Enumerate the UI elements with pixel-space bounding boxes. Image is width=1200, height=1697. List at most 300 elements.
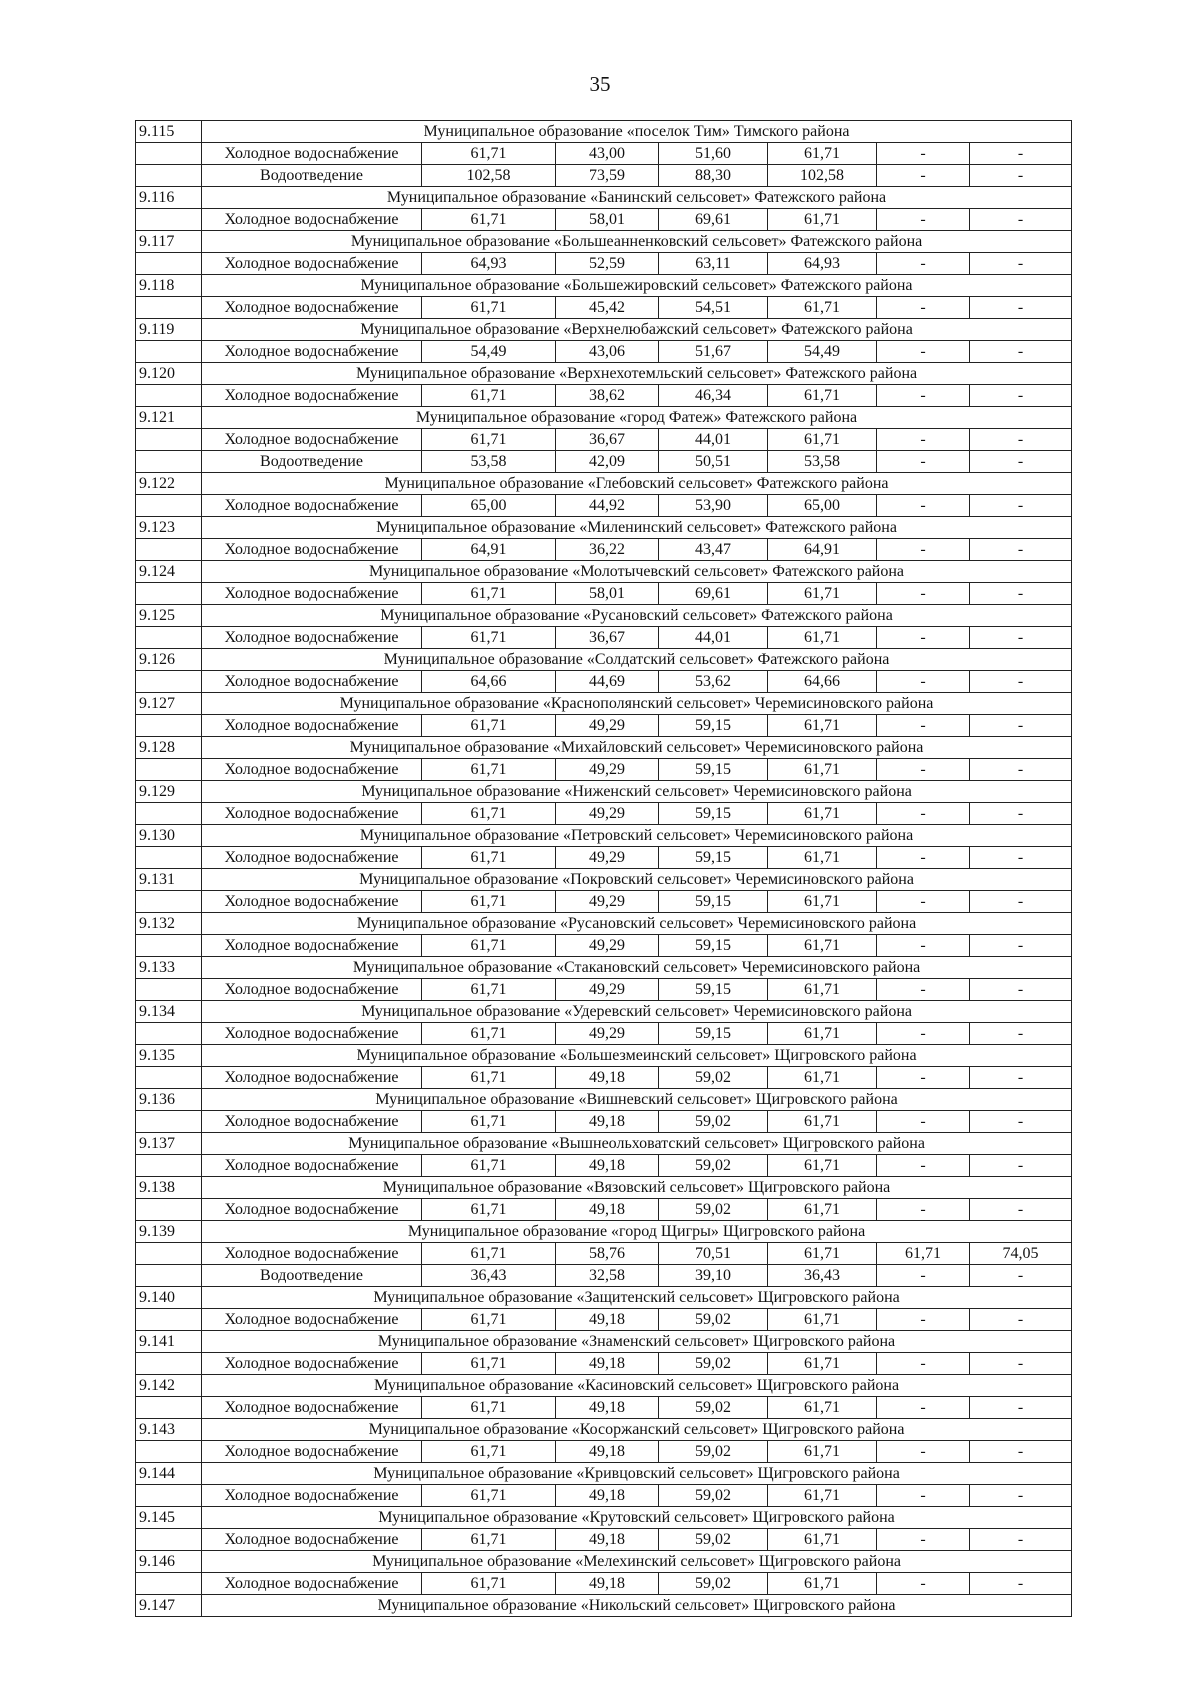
tariff-value: 59,02 <box>659 1485 768 1507</box>
municipality-title: Муниципальное образование «Молотычевский сельсовет» Фатежского района <box>202 561 1072 583</box>
tariff-value: 61,71 <box>422 1353 556 1375</box>
tariff-value: 61,71 <box>422 1023 556 1045</box>
tariff-value: - <box>877 341 970 363</box>
municipality-title: Муниципальное образование «Банинский сельсовет» Фатежского района <box>202 187 1072 209</box>
item-number-empty <box>136 165 202 187</box>
tariff-row <box>136 627 1072 649</box>
tariff-row <box>136 539 1072 561</box>
tariff-row <box>136 759 1072 781</box>
tariff-value: 51,60 <box>659 143 768 165</box>
tariff-value: 69,61 <box>659 583 768 605</box>
municipality-title: Муниципальное образование «Большезмеинский сельсовет» Щигровского района <box>202 1045 1072 1067</box>
tariff-value: 61,71 <box>422 1529 556 1551</box>
tariff-value: 61,71 <box>422 1155 556 1177</box>
municipality-header-row <box>136 649 1072 671</box>
tariff-value: - <box>877 1441 970 1463</box>
tariff-value: 58,76 <box>556 1243 659 1265</box>
item-number: 9.139 <box>136 1221 202 1243</box>
item-number: 9.117 <box>136 231 202 253</box>
tariff-value: 50,51 <box>659 451 768 473</box>
page-number: 35 <box>589 72 611 96</box>
tariff-value: 59,02 <box>659 1353 768 1375</box>
tariff-value: 65,00 <box>768 495 877 517</box>
item-number: 9.116 <box>136 187 202 209</box>
service-name: Холодное водоснабжение <box>202 583 422 605</box>
service-name: Холодное водоснабжение <box>202 297 422 319</box>
tariff-value: 54,51 <box>659 297 768 319</box>
item-number-empty <box>136 253 202 275</box>
municipality-title: Муниципальное образование «Верхнехотемльский сельсовет» Фатежского района <box>202 363 1072 385</box>
service-name: Холодное водоснабжение <box>202 495 422 517</box>
tariff-value: 61,71 <box>422 715 556 737</box>
tariff-value: - <box>877 429 970 451</box>
municipality-title: Муниципальное образование «город Фатеж» Фатежского района <box>202 407 1072 429</box>
tariff-value: 49,18 <box>556 1397 659 1419</box>
item-number-empty <box>136 143 202 165</box>
tariff-value: 61,71 <box>768 935 877 957</box>
tariff-value: 61,71 <box>422 1573 556 1595</box>
tariff-value: 44,01 <box>659 429 768 451</box>
tariff-value: 36,67 <box>556 627 659 649</box>
tariff-value: 59,02 <box>659 1111 768 1133</box>
tariff-value: 54,49 <box>422 341 556 363</box>
tariff-value: 61,71 <box>768 1397 877 1419</box>
item-number: 9.144 <box>136 1463 202 1485</box>
item-number-empty <box>136 847 202 869</box>
municipality-header-row <box>136 1507 1072 1529</box>
tariff-value: - <box>877 1023 970 1045</box>
tariff-value: 74,05 <box>970 1243 1072 1265</box>
tariff-row <box>136 1529 1072 1551</box>
tariff-value: - <box>970 1441 1072 1463</box>
tariff-value: - <box>970 935 1072 957</box>
tariff-value: - <box>877 759 970 781</box>
municipality-header-row <box>136 1375 1072 1397</box>
tariff-value: 61,71 <box>422 1067 556 1089</box>
tariff-row <box>136 1573 1072 1595</box>
tariff-value: 63,11 <box>659 253 768 275</box>
item-number-empty <box>136 979 202 1001</box>
tariff-value: - <box>970 209 1072 231</box>
tariff-value: 61,71 <box>422 143 556 165</box>
tariff-row <box>136 143 1072 165</box>
tariff-value: - <box>970 803 1072 825</box>
tariff-value: 59,15 <box>659 715 768 737</box>
tariff-value: 61,71 <box>422 627 556 649</box>
tariff-value: 59,02 <box>659 1199 768 1221</box>
tariff-value: 49,18 <box>556 1573 659 1595</box>
item-number: 9.140 <box>136 1287 202 1309</box>
service-name: Холодное водоснабжение <box>202 759 422 781</box>
tariff-value: - <box>970 847 1072 869</box>
tariff-value: 61,71 <box>768 297 877 319</box>
tariff-value: - <box>970 1573 1072 1595</box>
tariff-value: - <box>970 341 1072 363</box>
tariff-value: - <box>877 297 970 319</box>
tariff-value: - <box>970 979 1072 1001</box>
tariff-value: 61,71 <box>768 1023 877 1045</box>
tariff-value: - <box>877 627 970 649</box>
tariff-value: - <box>970 627 1072 649</box>
tariff-row <box>136 253 1072 275</box>
tariff-value: - <box>877 385 970 407</box>
service-name: Холодное водоснабжение <box>202 979 422 1001</box>
municipality-title: Муниципальное образование «поселок Тим» Тимского района <box>202 121 1072 143</box>
municipality-header-row <box>136 1221 1072 1243</box>
item-number: 9.143 <box>136 1419 202 1441</box>
service-name: Холодное водоснабжение <box>202 1199 422 1221</box>
municipality-title: Муниципальное образование «Верхнелюбажский сельсовет» Фатежского района <box>202 319 1072 341</box>
service-name: Холодное водоснабжение <box>202 847 422 869</box>
tariff-value: 59,15 <box>659 803 768 825</box>
tariff-value: 61,71 <box>422 803 556 825</box>
service-name: Холодное водоснабжение <box>202 1111 422 1133</box>
tariff-value: 49,29 <box>556 935 659 957</box>
tariff-value: 61,71 <box>422 209 556 231</box>
municipality-title: Муниципальное образование «Большеанненковский сельсовет» Фатежского района <box>202 231 1072 253</box>
tariff-value: 44,92 <box>556 495 659 517</box>
tariff-value: - <box>970 495 1072 517</box>
item-number-empty <box>136 627 202 649</box>
service-name: Холодное водоснабжение <box>202 253 422 275</box>
item-number-empty <box>136 715 202 737</box>
tariff-value: 36,43 <box>422 1265 556 1287</box>
municipality-header-row <box>136 913 1072 935</box>
tariff-value: - <box>970 671 1072 693</box>
tariff-value: - <box>877 1199 970 1221</box>
tariff-row <box>136 671 1072 693</box>
tariff-value: - <box>970 539 1072 561</box>
municipality-header-row <box>136 363 1072 385</box>
tariff-value: - <box>970 385 1072 407</box>
tariff-value: 61,71 <box>768 143 877 165</box>
municipality-title: Муниципальное образование «Знаменский сельсовет» Щигровского района <box>202 1331 1072 1353</box>
service-name: Холодное водоснабжение <box>202 539 422 561</box>
tariff-value: - <box>877 671 970 693</box>
item-number-empty <box>136 935 202 957</box>
tariff-value: 44,69 <box>556 671 659 693</box>
municipality-header-row <box>136 1595 1072 1617</box>
municipality-title: Муниципальное образование «Глебовский сельсовет» Фатежского района <box>202 473 1072 495</box>
service-name: Холодное водоснабжение <box>202 1309 422 1331</box>
municipality-header-row <box>136 187 1072 209</box>
item-number-empty <box>136 1067 202 1089</box>
tariff-value: 59,02 <box>659 1309 768 1331</box>
tariff-value: - <box>877 495 970 517</box>
service-name: Холодное водоснабжение <box>202 1243 422 1265</box>
municipality-header-row <box>136 517 1072 539</box>
tariff-value: - <box>970 1353 1072 1375</box>
tariff-value: 102,58 <box>422 165 556 187</box>
service-name: Холодное водоснабжение <box>202 1067 422 1089</box>
tariff-value: 49,18 <box>556 1199 659 1221</box>
tariff-value: - <box>970 297 1072 319</box>
tariff-value: 43,06 <box>556 341 659 363</box>
tariff-row <box>136 1353 1072 1375</box>
tariff-value: 49,18 <box>556 1529 659 1551</box>
service-name: Холодное водоснабжение <box>202 1485 422 1507</box>
tariff-row <box>136 1155 1072 1177</box>
tariff-value: 36,22 <box>556 539 659 561</box>
item-number: 9.145 <box>136 1507 202 1529</box>
municipality-header-row <box>136 737 1072 759</box>
tariff-value: 61,71 <box>768 891 877 913</box>
item-number-empty <box>136 1441 202 1463</box>
tariff-row <box>136 451 1072 473</box>
tariff-value: - <box>970 451 1072 473</box>
tariff-value: - <box>877 253 970 275</box>
tariff-value: 43,47 <box>659 539 768 561</box>
tariff-value: 64,91 <box>422 539 556 561</box>
tariff-row <box>136 429 1072 451</box>
item-number-empty <box>136 385 202 407</box>
tariff-value: 61,71 <box>768 209 877 231</box>
item-number: 9.135 <box>136 1045 202 1067</box>
tariff-value: 61,71 <box>768 1155 877 1177</box>
municipality-header-row <box>136 869 1072 891</box>
tariff-value: 49,29 <box>556 891 659 913</box>
municipality-header-row <box>136 231 1072 253</box>
tariff-value: 61,71 <box>422 1111 556 1133</box>
tariff-value: 64,91 <box>768 539 877 561</box>
tariff-value: 61,71 <box>768 627 877 649</box>
tariff-value: 59,15 <box>659 935 768 957</box>
municipality-header-row <box>136 1551 1072 1573</box>
tariff-row <box>136 891 1072 913</box>
tariff-value: 49,29 <box>556 979 659 1001</box>
municipality-title: Муниципальное образование «Никольский сельсовет» Щигровского района <box>202 1595 1072 1617</box>
tariff-value: - <box>877 1265 970 1287</box>
municipality-title: Муниципальное образование «Защитенский сельсовет» Щигровского района <box>202 1287 1072 1309</box>
item-number: 9.124 <box>136 561 202 583</box>
municipality-header-row <box>136 121 1072 143</box>
tariff-value: - <box>970 1199 1072 1221</box>
municipality-header-row <box>136 825 1072 847</box>
municipality-title: Муниципальное образование «Удеревский сельсовет» Черемисиновского района <box>202 1001 1072 1023</box>
item-number-empty <box>136 1485 202 1507</box>
tariff-value: - <box>877 1155 970 1177</box>
tariff-value: 61,71 <box>422 979 556 1001</box>
tariff-value: 59,02 <box>659 1441 768 1463</box>
tariff-value: - <box>877 1529 970 1551</box>
tariff-value: 58,01 <box>556 209 659 231</box>
tariff-value: - <box>970 1155 1072 1177</box>
service-name: Холодное водоснабжение <box>202 143 422 165</box>
tariff-value: 59,15 <box>659 891 768 913</box>
tariff-value: 61,71 <box>877 1243 970 1265</box>
municipality-title: Муниципальное образование «Крутовский сельсовет» Щигровского района <box>202 1507 1072 1529</box>
tariff-value: 49,18 <box>556 1309 659 1331</box>
tariff-value: 51,67 <box>659 341 768 363</box>
item-number: 9.120 <box>136 363 202 385</box>
service-name: Холодное водоснабжение <box>202 1155 422 1177</box>
municipality-header-row <box>136 1089 1072 1111</box>
tariff-value: 61,71 <box>768 847 877 869</box>
tariff-value: 59,02 <box>659 1573 768 1595</box>
tariff-value: 38,62 <box>556 385 659 407</box>
item-number-empty <box>136 1023 202 1045</box>
service-name: Холодное водоснабжение <box>202 671 422 693</box>
tariff-value: 102,58 <box>768 165 877 187</box>
item-number: 9.136 <box>136 1089 202 1111</box>
item-number-empty <box>136 429 202 451</box>
tariff-row <box>136 715 1072 737</box>
municipality-title: Муниципальное образование «Вышнеольховатский сельсовет» Щигровского района <box>202 1133 1072 1155</box>
item-number: 9.129 <box>136 781 202 803</box>
item-number: 9.126 <box>136 649 202 671</box>
municipality-title: Муниципальное образование «Михайловский сельсовет» Черемисиновского района <box>202 737 1072 759</box>
tariff-value: - <box>970 1309 1072 1331</box>
item-number-empty <box>136 297 202 319</box>
tariff-value: 39,10 <box>659 1265 768 1287</box>
municipality-title: Муниципальное образование «Петровский сельсовет» Черемисиновского района <box>202 825 1072 847</box>
tariff-value: 61,71 <box>422 935 556 957</box>
tariff-value: - <box>970 759 1072 781</box>
service-name: Холодное водоснабжение <box>202 1397 422 1419</box>
municipality-header-row <box>136 407 1072 429</box>
tariff-table <box>135 120 1072 1617</box>
tariff-value: - <box>970 1529 1072 1551</box>
item-number: 9.121 <box>136 407 202 429</box>
tariff-value: 42,09 <box>556 451 659 473</box>
tariff-row <box>136 1485 1072 1507</box>
tariff-value: - <box>970 715 1072 737</box>
tariff-value: 73,59 <box>556 165 659 187</box>
item-number: 9.131 <box>136 869 202 891</box>
item-number-empty <box>136 803 202 825</box>
tariff-value: 61,71 <box>422 1441 556 1463</box>
tariff-value: 49,18 <box>556 1441 659 1463</box>
item-number: 9.115 <box>136 121 202 143</box>
item-number: 9.138 <box>136 1177 202 1199</box>
service-name: Холодное водоснабжение <box>202 891 422 913</box>
service-name: Холодное водоснабжение <box>202 803 422 825</box>
item-number: 9.134 <box>136 1001 202 1023</box>
tariff-value: 59,02 <box>659 1067 768 1089</box>
tariff-value: - <box>877 165 970 187</box>
tariff-value: 49,29 <box>556 1023 659 1045</box>
service-name: Холодное водоснабжение <box>202 1529 422 1551</box>
municipality-header-row <box>136 1045 1072 1067</box>
service-name: Водоотведение <box>202 165 422 187</box>
tariff-value: 59,15 <box>659 847 768 869</box>
municipality-header-row <box>136 605 1072 627</box>
item-number-empty <box>136 1199 202 1221</box>
tariff-value: 61,71 <box>768 1485 877 1507</box>
tariff-row <box>136 341 1072 363</box>
item-number: 9.133 <box>136 957 202 979</box>
tariff-row <box>136 1023 1072 1045</box>
municipality-header-row <box>136 1419 1072 1441</box>
tariff-value: - <box>877 209 970 231</box>
tariff-value: 59,02 <box>659 1397 768 1419</box>
service-name: Водоотведение <box>202 1265 422 1287</box>
tariff-row <box>136 385 1072 407</box>
service-name: Холодное водоснабжение <box>202 627 422 649</box>
item-number: 9.125 <box>136 605 202 627</box>
municipality-title: Муниципальное образование «Миленинский сельсовет» Фатежского района <box>202 517 1072 539</box>
tariff-row <box>136 1199 1072 1221</box>
municipality-title: Муниципальное образование «город Щигры» Щигровского района <box>202 1221 1072 1243</box>
tariff-value: - <box>877 979 970 1001</box>
item-number: 9.122 <box>136 473 202 495</box>
tariff-value: 61,71 <box>768 583 877 605</box>
service-name: Холодное водоснабжение <box>202 429 422 451</box>
tariff-row <box>136 847 1072 869</box>
tariff-value: - <box>970 1111 1072 1133</box>
municipality-title: Муниципальное образование «Русановский сельсовет» Фатежского района <box>202 605 1072 627</box>
tariff-row <box>136 1067 1072 1089</box>
municipality-header-row <box>136 957 1072 979</box>
tariff-value: 59,15 <box>659 979 768 1001</box>
municipality-title: Муниципальное образование «Мелехинский сельсовет» Щигровского района <box>202 1551 1072 1573</box>
tariff-value: - <box>877 1067 970 1089</box>
tariff-value: 70,51 <box>659 1243 768 1265</box>
item-number: 9.137 <box>136 1133 202 1155</box>
tariff-value: 36,43 <box>768 1265 877 1287</box>
tariff-value: 61,71 <box>768 1529 877 1551</box>
tariff-row <box>136 583 1072 605</box>
tariff-value: 58,01 <box>556 583 659 605</box>
item-number-empty <box>136 583 202 605</box>
municipality-title: Муниципальное образование «Вишневский сельсовет» Щигровского района <box>202 1089 1072 1111</box>
tariff-value: 45,42 <box>556 297 659 319</box>
tariff-value: - <box>970 891 1072 913</box>
item-number: 9.147 <box>136 1595 202 1617</box>
item-number: 9.123 <box>136 517 202 539</box>
tariff-value: 61,71 <box>422 1397 556 1419</box>
tariff-value: - <box>970 583 1072 605</box>
tariff-value: - <box>970 1397 1072 1419</box>
item-number: 9.130 <box>136 825 202 847</box>
tariff-table-body <box>136 121 1072 1617</box>
tariff-value: 49,18 <box>556 1353 659 1375</box>
tariff-value: 49,18 <box>556 1155 659 1177</box>
tariff-value: 54,49 <box>768 341 877 363</box>
tariff-value: - <box>877 1353 970 1375</box>
service-name: Холодное водоснабжение <box>202 1353 422 1375</box>
tariff-value: 32,58 <box>556 1265 659 1287</box>
municipality-header-row <box>136 1001 1072 1023</box>
tariff-value: - <box>877 715 970 737</box>
municipality-header-row <box>136 1133 1072 1155</box>
municipality-header-row <box>136 1463 1072 1485</box>
municipality-title: Муниципальное образование «Ниженский сельсовет» Черемисиновского района <box>202 781 1072 803</box>
tariff-value: 61,71 <box>768 715 877 737</box>
item-number: 9.142 <box>136 1375 202 1397</box>
municipality-header-row <box>136 781 1072 803</box>
tariff-value: - <box>970 253 1072 275</box>
item-number-empty <box>136 1265 202 1287</box>
tariff-value: 61,71 <box>422 1485 556 1507</box>
tariff-value: 61,71 <box>768 979 877 1001</box>
tariff-value: 53,90 <box>659 495 768 517</box>
tariff-value: 61,71 <box>422 1199 556 1221</box>
tariff-value: 61,71 <box>768 1111 877 1133</box>
tariff-value: 61,71 <box>422 1309 556 1331</box>
tariff-row <box>136 297 1072 319</box>
item-number-empty <box>136 1155 202 1177</box>
tariff-row <box>136 1243 1072 1265</box>
item-number-empty <box>136 451 202 473</box>
tariff-row <box>136 495 1072 517</box>
municipality-header-row <box>136 561 1072 583</box>
item-number-empty <box>136 209 202 231</box>
tariff-value: - <box>877 1397 970 1419</box>
tariff-value: 46,34 <box>659 385 768 407</box>
tariff-value: 61,71 <box>422 583 556 605</box>
item-number-empty <box>136 671 202 693</box>
